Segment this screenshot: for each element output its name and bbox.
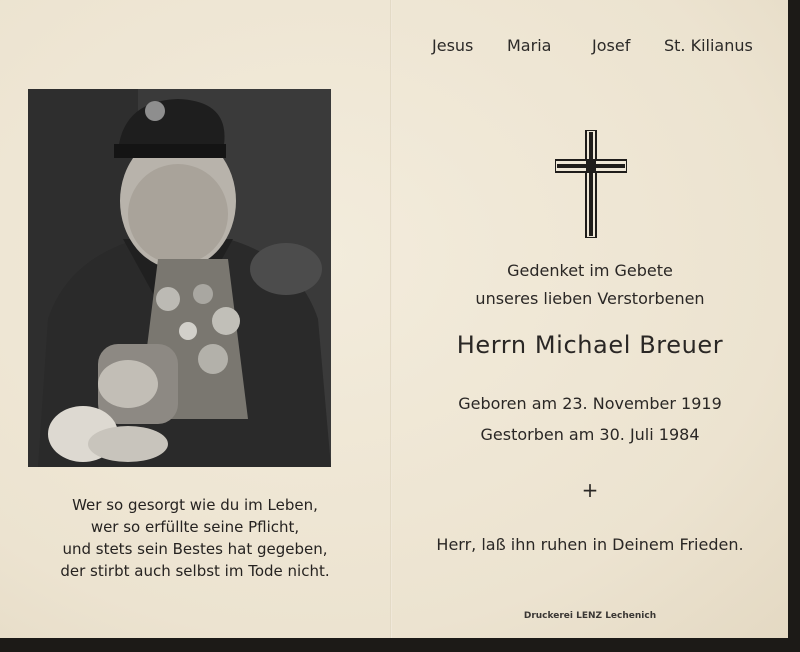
death-date: Gestorben am 30. Juli 1984 [480,425,700,444]
portrait-photo [28,89,331,467]
printer-credit: Druckerei LENZ Lechenich [523,611,657,621]
prayer-line-2: unseres lieben Verstorbenen [475,289,705,308]
poem-line: Wer so gesorgt wie du im Leben, [72,496,318,514]
blessing-text: Herr, laß ihn ruhen in Deinem Frieden. [436,535,744,554]
deceased-name: Herrn Michael Breuer [456,331,724,359]
cross-icon [555,130,627,242]
saints-header [0,36,788,58]
poem-line: wer so erfüllte seine Pflicht, [90,518,300,536]
name-jesus: Jesus [432,36,474,55]
prayer-line-1: Gedenket im Gebete [507,261,673,280]
memorial-poem [20,494,370,582]
poem-line: und stets sein Bestes hat gegeben, [62,540,328,558]
name-st-kilianus: St. Kilianus [664,36,753,55]
name-josef: Josef [592,36,631,55]
name-maria: Maria [507,36,552,55]
poem-line: der stirbt auch selbst im Tode nicht. [60,562,330,580]
small-cross-icon: + [581,478,599,502]
birth-date: Geboren am 23. November 1919 [458,394,722,413]
